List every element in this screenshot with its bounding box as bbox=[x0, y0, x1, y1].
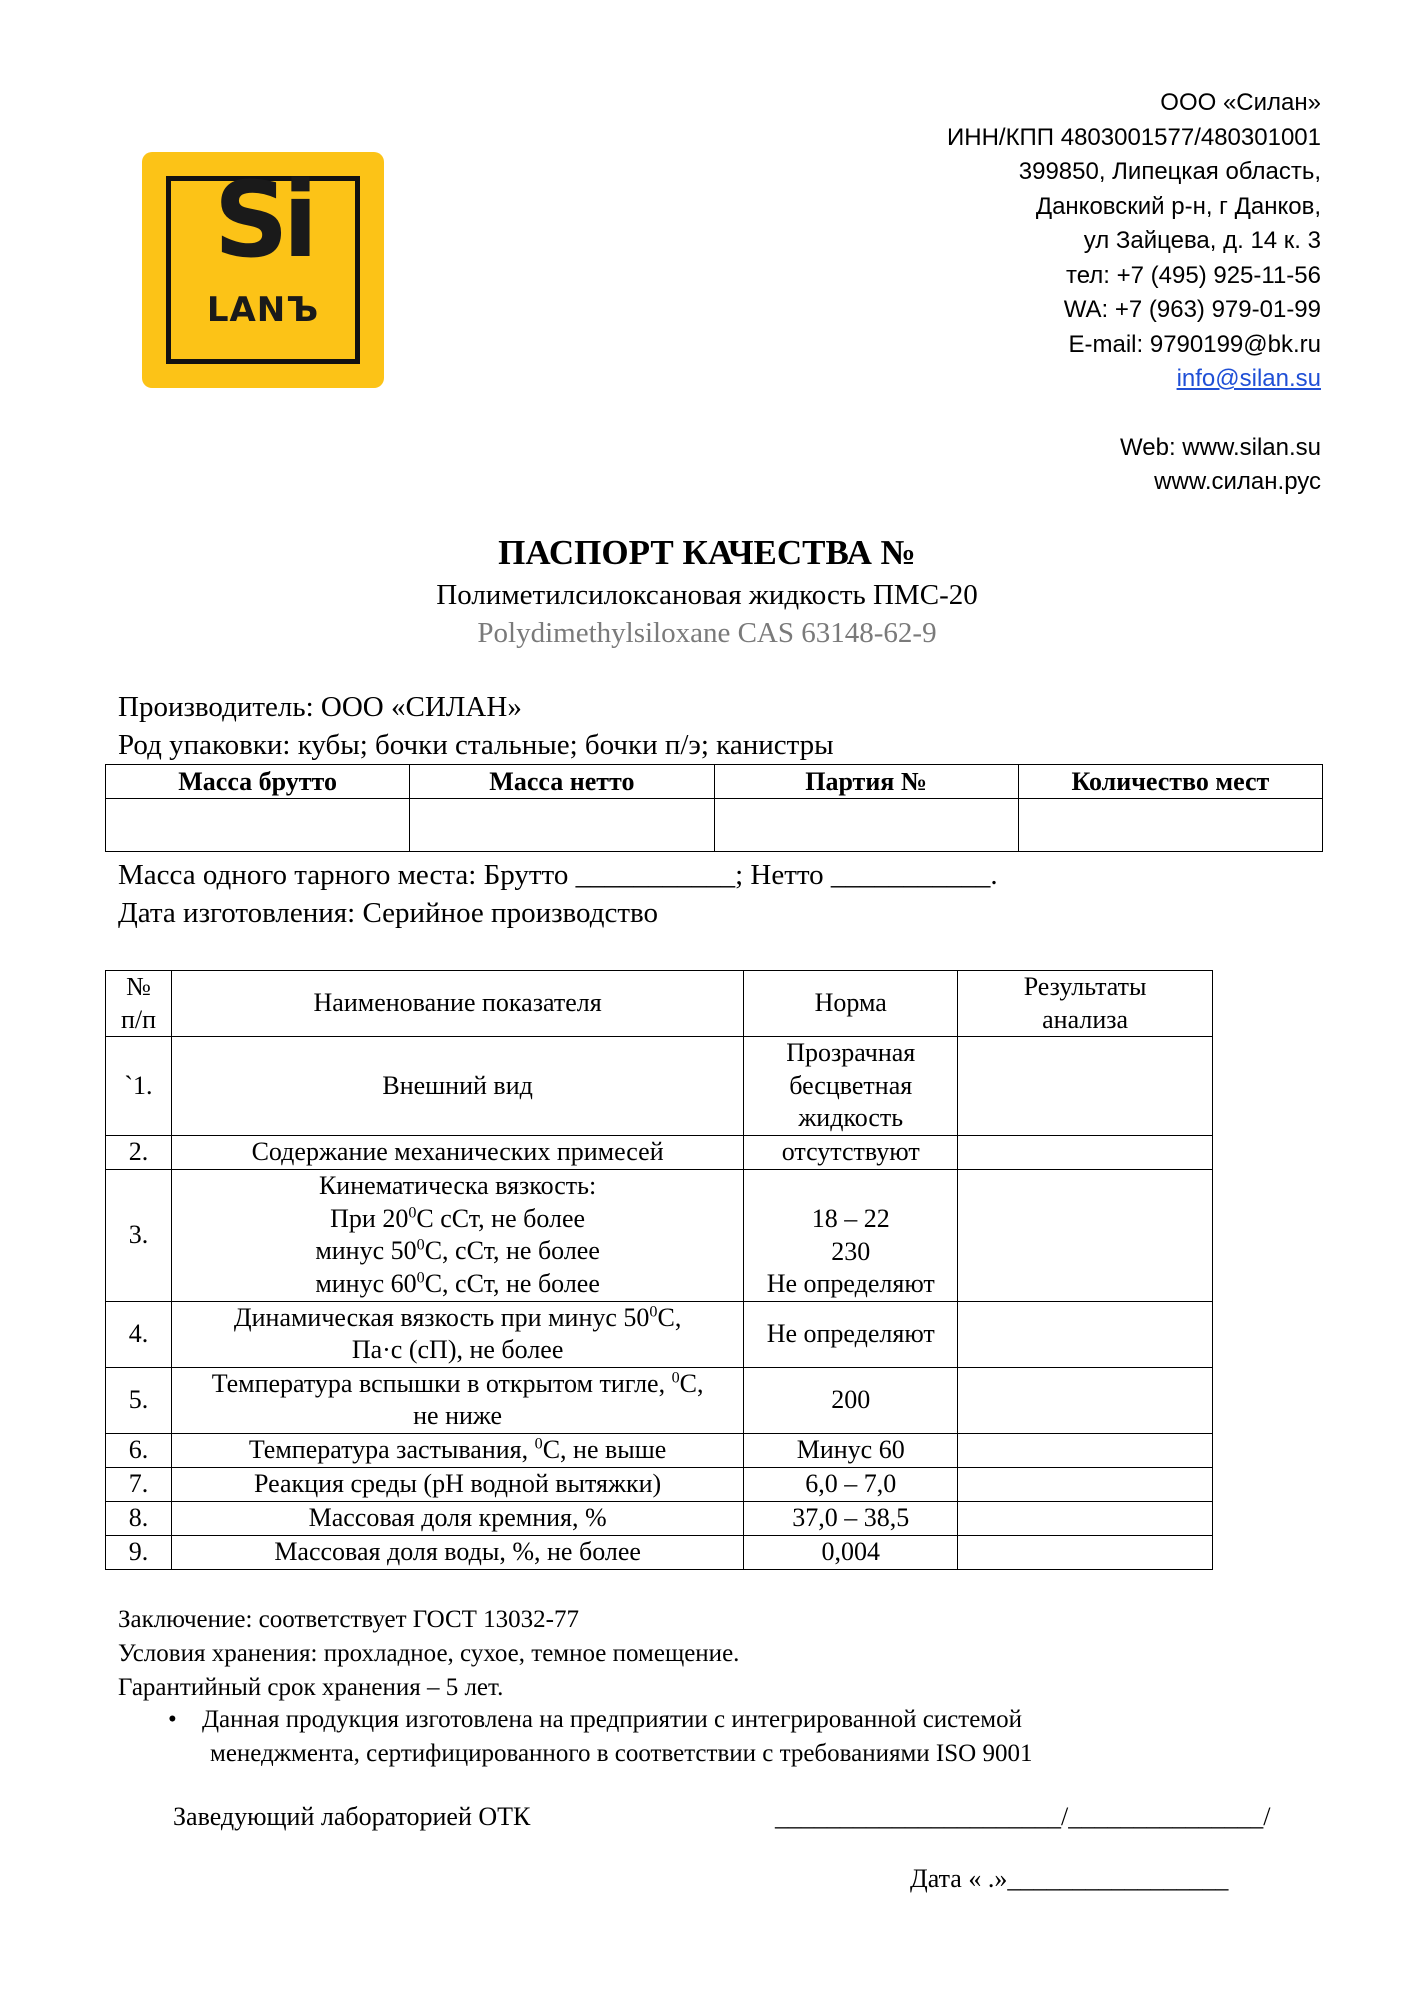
header-result: Результаты анализа bbox=[958, 971, 1213, 1037]
company-address-2: Данковский р-н, г Данков, bbox=[1035, 192, 1321, 220]
spec-table bbox=[105, 970, 1213, 1570]
logo-text-top: Si bbox=[213, 159, 313, 281]
bullet-dot-icon: • bbox=[168, 1706, 177, 1733]
company-name: ООО «Силан» bbox=[1160, 89, 1321, 116]
row-norm: 6,0 – 7,0 bbox=[744, 1467, 958, 1501]
company-email-link[interactable]: info@silan.su bbox=[1176, 365, 1321, 392]
row-indicator: Динамическая вязкость при минус $50^0С$, Па·с (сП), не более bbox=[171, 1301, 743, 1367]
row-num: 5. bbox=[106, 1367, 172, 1433]
signer-title: Заведующий лабораторией ОТК bbox=[173, 1802, 531, 1831]
row-indicator: Внешний вид bbox=[171, 1037, 743, 1136]
row-result bbox=[958, 1433, 1213, 1467]
row-num: 7. bbox=[106, 1467, 172, 1501]
row-norm: Прозрачная бесцветная жидкость bbox=[744, 1037, 958, 1136]
packaging-line: Род упаковки: кубы; бочки стальные; бочки п/э; канистры bbox=[118, 729, 834, 761]
row-result bbox=[958, 1135, 1213, 1169]
table-row bbox=[106, 1301, 1213, 1367]
row-norm: 37,0 – 38,5 bbox=[744, 1501, 958, 1535]
shipment-header-row bbox=[106, 765, 1323, 799]
row-num: 6. bbox=[106, 1433, 172, 1467]
row-indicator: Массовая доля кремния, % bbox=[171, 1501, 743, 1535]
header-gross-mass: Масса брутто bbox=[106, 765, 410, 799]
spec-header-row bbox=[106, 971, 1213, 1037]
header-norm: Норма bbox=[744, 971, 958, 1037]
signature-blank: ______________________/_______________/ bbox=[775, 1802, 1271, 1831]
manufacturer-line: Производитель: ООО «СИЛАН» bbox=[118, 691, 522, 723]
gross-mass-value bbox=[106, 799, 410, 852]
row-result bbox=[958, 1367, 1213, 1433]
company-email: E-mail: 9790199@bk.ru bbox=[1068, 330, 1321, 358]
header-indicator: Наименование показателя bbox=[171, 971, 743, 1037]
row-norm: 18 – 22 230 Не определяют bbox=[744, 1169, 958, 1301]
document-title-block bbox=[0, 530, 1414, 652]
shipment-value-row bbox=[106, 799, 1323, 852]
table-row bbox=[106, 1535, 1213, 1569]
company-inn: ИНН/КПП 4803001577/480301001 bbox=[946, 123, 1321, 151]
product-name-en: Polydimethylsiloxane CAS 63148-62-9 bbox=[477, 617, 937, 649]
places-count-value bbox=[1018, 799, 1322, 852]
company-logo bbox=[142, 152, 384, 388]
production-date-line: Дата изготовления: Серийное производство bbox=[118, 897, 658, 929]
net-mass-value bbox=[410, 799, 714, 852]
company-phone: тел: +7 (495) 925-11-56 bbox=[1066, 261, 1321, 289]
row-indicator: Температура вспышки в открытом тигле, $^0$С, не ниже bbox=[171, 1367, 743, 1433]
company-web-1: Web: www.silan.su bbox=[1120, 433, 1321, 461]
company-whatsapp: WA: +7 (963) 979-01-99 bbox=[1063, 296, 1321, 323]
company-address-1: 399850, Липецкая область, bbox=[1018, 158, 1321, 185]
row-result bbox=[958, 1301, 1213, 1367]
row-num: 9. bbox=[106, 1535, 172, 1569]
row-result bbox=[958, 1037, 1213, 1136]
header-places-count: Количество мест bbox=[1018, 765, 1322, 799]
product-name: Полиметилсилоксановая жидкость ПМС-20 bbox=[436, 579, 978, 611]
row-num: 2. bbox=[106, 1135, 172, 1169]
header-batch: Партия № bbox=[714, 765, 1018, 799]
company-info bbox=[761, 86, 1321, 500]
row-indicator: Температура застывания, $^0$С, не выше bbox=[171, 1433, 743, 1467]
table-row bbox=[106, 1037, 1213, 1136]
company-web-2: www.силан.рус bbox=[1154, 468, 1321, 495]
row-result bbox=[958, 1169, 1213, 1301]
row-indicator: Содержание механических примесей bbox=[171, 1135, 743, 1169]
row-result bbox=[958, 1467, 1213, 1501]
table-row bbox=[106, 1501, 1213, 1535]
company-address-3: ул Зайцева, д. 14 к. 3 bbox=[1083, 227, 1321, 254]
row-num: `1. bbox=[106, 1037, 172, 1136]
conclusion-text: Заключение: соответствует ГОСТ 13032-77 bbox=[118, 1606, 579, 1633]
row-norm: Минус 60 bbox=[744, 1433, 958, 1467]
row-indicator: Массовая доля воды, %, не более bbox=[171, 1535, 743, 1569]
table-row bbox=[106, 1135, 1213, 1169]
tare-mass-line: Масса одного тарного места: Брутто ___________; Нетто ___________. bbox=[118, 859, 998, 891]
signature-date: Дата « .»_________________ bbox=[910, 1864, 1229, 1893]
header-net-mass: Масса нетто bbox=[410, 765, 714, 799]
row-result bbox=[958, 1501, 1213, 1535]
logo-text-bottom: LANЪ bbox=[206, 290, 320, 330]
shipment-table bbox=[105, 764, 1323, 852]
document-title: ПАСПОРТ КАЧЕСТВА № bbox=[498, 533, 916, 572]
table-row bbox=[106, 1433, 1213, 1467]
iso-bullet-line-1: Данная продукция изготовлена на предприятии с интегрированной системой bbox=[202, 1706, 1022, 1733]
row-indicator: Кинематическа вязкость: При $20^0С$ сСт, не более минус $50^0С$, сСт, не более минус $60^0С$, сСт, не более bbox=[171, 1169, 743, 1301]
row-norm: отсутствуют bbox=[744, 1135, 958, 1169]
storage-text: Условия хранения: прохладное, сухое, темное помещение. bbox=[118, 1640, 740, 1667]
table-row bbox=[106, 1169, 1213, 1301]
warranty-text: Гарантийный срок хранения – 5 лет. bbox=[118, 1674, 504, 1701]
table-row bbox=[106, 1367, 1213, 1433]
table-row bbox=[106, 1467, 1213, 1501]
row-result bbox=[958, 1535, 1213, 1569]
row-num: 8. bbox=[106, 1501, 172, 1535]
header-num: № п/п bbox=[106, 971, 172, 1037]
row-indicator: Реакция среды (рН водной вытяжки) bbox=[171, 1467, 743, 1501]
iso-bullet-line-2: менеджмента, сертифицированного в соответствии с требованиями ISO 9001 bbox=[210, 1740, 1033, 1767]
batch-value bbox=[714, 799, 1018, 852]
row-norm: Не определяют bbox=[744, 1301, 958, 1367]
row-num: 3. bbox=[106, 1169, 172, 1301]
row-norm: 200 bbox=[744, 1367, 958, 1433]
row-norm: 0,004 bbox=[744, 1535, 958, 1569]
row-num: 4. bbox=[106, 1301, 172, 1367]
conclusion-block bbox=[118, 1603, 739, 1705]
